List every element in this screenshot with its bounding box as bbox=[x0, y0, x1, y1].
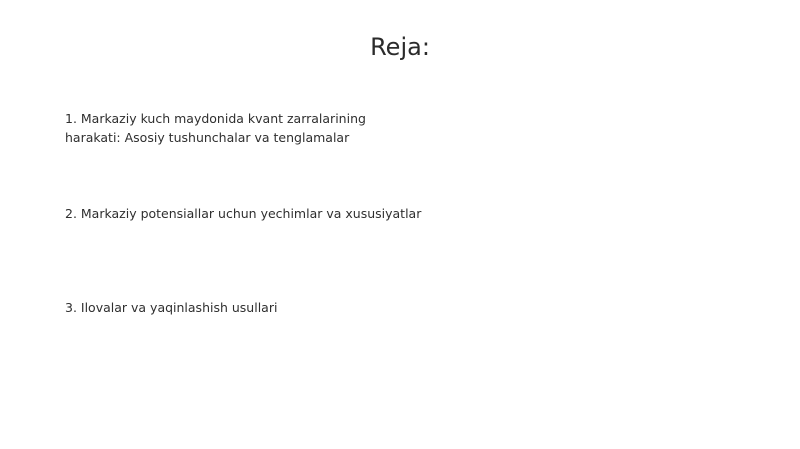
plan-item-2-line-1: 2. Markaziy potensiallar uchun yechimlar va xususiyatlar bbox=[65, 206, 422, 221]
plan-item-3-line-1: 3. Ilovalar va yaqinlashish usullari bbox=[65, 300, 278, 315]
plan-item-1-line-1: 1. Markaziy kuch maydonida kvant zarralarining bbox=[65, 111, 366, 126]
plan-item-2 bbox=[65, 204, 421, 223]
slide-title: Reja: bbox=[370, 33, 430, 61]
plan-item-3 bbox=[65, 298, 277, 317]
plan-item-1-line-2: harakati: Asosiy tushunchalar va tenglamalar bbox=[65, 130, 350, 145]
plan-item-1 bbox=[65, 109, 366, 147]
